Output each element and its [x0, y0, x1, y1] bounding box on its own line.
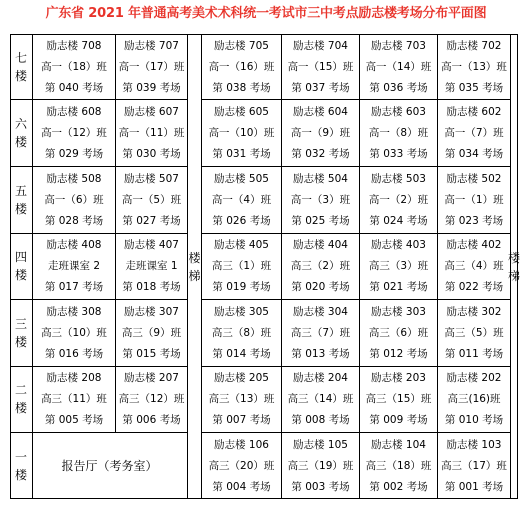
- floor-label-char: 六: [14, 116, 27, 131]
- room-cell: [438, 167, 510, 233]
- room-cell: [116, 300, 187, 366]
- stair-label-char: 梯: [188, 268, 201, 283]
- class-name: 走班课室 2: [47, 260, 101, 272]
- room-cell: [438, 35, 510, 99]
- exam-room-number: 第 031 考场: [212, 147, 271, 160]
- class-name: 高三（4）班: [444, 260, 504, 272]
- room-name: 励志楼 402: [446, 239, 502, 251]
- room-name: 励志楼 608: [46, 105, 102, 118]
- exam-room-number: 第 001 考场: [444, 480, 504, 493]
- class-name: 高三（15）班: [365, 393, 432, 405]
- page-title: 广东省 2021 年普通高考美术术科统一考试市三中考点励志楼考场分布平面图: [45, 6, 487, 21]
- floor-label: [10, 233, 32, 299]
- exam-room-number: 第 020 考场: [291, 281, 350, 293]
- class-name: 高三（9）班: [121, 326, 182, 339]
- room-cell: [282, 433, 359, 499]
- class-name: 高三（12）班: [118, 393, 185, 405]
- room-name: 励志楼 505: [214, 172, 269, 185]
- room-cell: [116, 234, 187, 299]
- exam-room-number: 第 003 考场: [291, 480, 350, 493]
- room-cell: [33, 367, 115, 432]
- class-name: 高一（9）班: [290, 126, 351, 139]
- room-name: 励志楼 303: [371, 305, 426, 318]
- room-name: 励志楼 502: [446, 172, 502, 185]
- exam-room-number: 第 033 考场: [369, 147, 428, 160]
- room-cell: [33, 35, 115, 99]
- room-cell: [116, 167, 187, 233]
- exam-room-number: 第 028 考场: [44, 214, 104, 227]
- exam-room-number: 第 027 考场: [122, 214, 181, 227]
- class-name: 高一（2）班: [368, 193, 429, 206]
- room-cell: [438, 300, 510, 366]
- exam-room-number: 第 037 考场: [291, 81, 350, 94]
- floor-label-char: 四: [14, 250, 27, 264]
- room-name: 励志楼 207: [124, 372, 179, 384]
- room-cell: [33, 100, 115, 166]
- room-cell: [116, 35, 187, 99]
- room-name: 励志楼 307: [124, 305, 179, 318]
- class-name: 高一（8）班: [368, 126, 429, 139]
- exam-room-number: 第 022 考场: [444, 281, 504, 293]
- exam-room-number: 第 009 考场: [369, 414, 428, 426]
- room-cell: [116, 367, 187, 432]
- room-name: 励志楼 105: [293, 438, 348, 451]
- exam-room-number: 第 036 考场: [369, 81, 428, 94]
- class-name: 高三（18）班: [365, 459, 432, 472]
- exam-room-number: 第 032 考场: [291, 147, 350, 160]
- exam-room-number: 第 030 考场: [122, 147, 181, 160]
- room-name: 励志楼 702: [446, 39, 502, 52]
- floor-plan-grid: [10, 34, 521, 499]
- class-name: 高一（17）班: [118, 60, 185, 73]
- room-name: 励志楼 202: [446, 372, 502, 384]
- stair-label-char: 楼: [508, 250, 521, 265]
- right-stairwell-label: [508, 34, 521, 499]
- floor-label-char: 楼: [14, 134, 27, 149]
- room-cell: [438, 433, 510, 499]
- class-name: 高一（12）班: [41, 126, 107, 139]
- report-hall-label: 报告厅（考务室）: [61, 459, 158, 473]
- exam-room-number: 第 021 考场: [369, 281, 428, 293]
- room-name: 励志楼 508: [46, 172, 102, 185]
- room-name: 励志楼 403: [371, 239, 426, 251]
- report-hall: [32, 432, 187, 499]
- exam-room-number: 第 024 考场: [369, 214, 428, 227]
- center-stairwell-label: [188, 34, 201, 499]
- room-name: 励志楼 302: [446, 305, 502, 318]
- floor-label-char: 一: [14, 449, 27, 464]
- room-cell: [202, 35, 281, 99]
- class-name: 高三（6）班: [368, 326, 429, 339]
- exam-room-number: 第 016 考场: [44, 347, 104, 360]
- class-name: 高三（7）班: [290, 326, 351, 339]
- class-name: 走班课室 1: [125, 260, 178, 272]
- room-cell: [33, 167, 115, 233]
- class-name: 高一（16）班: [208, 60, 275, 73]
- class-name: 高三（10）班: [41, 326, 107, 339]
- room-cell: [438, 234, 510, 299]
- class-name: 高三（19）班: [287, 459, 354, 472]
- class-name: 高三（17）班: [441, 459, 507, 472]
- class-name: 高三（1）班: [211, 260, 272, 272]
- exam-room-number: 第 029 考场: [44, 147, 104, 160]
- room-cell: [282, 167, 359, 233]
- exam-room-number: 第 012 考场: [369, 347, 428, 360]
- class-name: 高一（7）班: [444, 126, 504, 139]
- class-name: 高三（11）班: [41, 393, 107, 405]
- room-name: 励志楼 305: [214, 305, 269, 318]
- room-name: 励志楼 308: [46, 305, 102, 318]
- exam-room-number: 第 006 考场: [122, 414, 181, 426]
- exam-room-number: 第 004 考场: [212, 480, 271, 493]
- stair-label-char: 梯: [508, 268, 521, 283]
- exam-room-number: 第 005 考场: [44, 414, 104, 426]
- room-cell: [282, 300, 359, 366]
- room-cell: [360, 167, 437, 233]
- floor-label-char: 七: [14, 50, 27, 65]
- exam-room-number: 第 014 考场: [212, 347, 271, 360]
- room-name: 励志楼 602: [446, 105, 502, 118]
- class-name: 高一（10）班: [208, 126, 275, 139]
- floor-label: [10, 166, 32, 233]
- room-name: 励志楼 104: [371, 438, 426, 451]
- room-name: 励志楼 204: [293, 372, 348, 384]
- room-name: 励志楼 203: [371, 372, 426, 384]
- room-cell: [282, 367, 359, 432]
- floor-label-char: 楼: [14, 401, 27, 415]
- room-cell: [360, 100, 437, 166]
- room-name: 励志楼 604: [293, 105, 348, 118]
- room-cell: [360, 433, 437, 499]
- room-name: 励志楼 703: [371, 39, 426, 52]
- room-cell: [33, 300, 115, 366]
- room-cell: [202, 234, 281, 299]
- room-cell: [282, 234, 359, 299]
- floor-label-char: 楼: [14, 268, 27, 282]
- exam-room-number: 第 025 考场: [291, 214, 350, 227]
- exam-room-number: 第 013 考场: [291, 347, 350, 360]
- room-name: 励志楼 605: [214, 105, 269, 118]
- room-name: 励志楼 507: [124, 172, 179, 185]
- room-name: 励志楼 304: [293, 305, 348, 318]
- class-name: 高一（5）班: [121, 193, 182, 206]
- room-name: 励志楼 504: [293, 172, 348, 185]
- room-cell: [360, 367, 437, 432]
- room-cell: [360, 35, 437, 99]
- exam-room-number: 第 008 考场: [291, 414, 350, 426]
- room-name: 励志楼 408: [46, 239, 102, 251]
- room-cell: [202, 367, 281, 432]
- class-name: 高三(16)班: [447, 393, 501, 405]
- room-cell: [202, 300, 281, 366]
- room-name: 励志楼 705: [214, 39, 269, 52]
- class-name: 高三（5）班: [444, 326, 504, 339]
- room-cell: [438, 100, 510, 166]
- class-name: 高一（1）班: [444, 193, 504, 206]
- floor-label-char: 楼: [14, 467, 27, 482]
- exam-room-number: 第 010 考场: [444, 414, 504, 426]
- exam-room-number: 第 002 考场: [369, 480, 428, 493]
- room-name: 励志楼 704: [293, 39, 348, 52]
- class-name: 高三（13）班: [208, 393, 275, 405]
- room-name: 励志楼 603: [371, 105, 426, 118]
- room-name: 励志楼 707: [124, 39, 179, 52]
- exam-room-number: 第 026 考场: [212, 214, 271, 227]
- class-name: 高一（4）班: [211, 193, 272, 206]
- exam-room-number: 第 018 考场: [122, 281, 181, 293]
- exam-room-number: 第 034 考场: [444, 147, 504, 160]
- floor-label-char: 楼: [14, 68, 27, 83]
- class-name: 高一（15）班: [287, 60, 354, 73]
- floor-label: [10, 299, 32, 366]
- exam-room-number: 第 011 考场: [444, 347, 504, 360]
- class-name: 高一（14）班: [365, 60, 432, 73]
- class-name: 高一（3）班: [290, 193, 351, 206]
- exam-room-number: 第 023 考场: [444, 214, 504, 227]
- class-name: 高三（8）班: [211, 326, 272, 339]
- room-cell: [282, 35, 359, 99]
- class-name: 高一（6）班: [44, 193, 104, 206]
- floor-label: [10, 366, 32, 432]
- room-name: 励志楼 103: [446, 438, 502, 451]
- room-cell: [202, 100, 281, 166]
- room-name: 励志楼 106: [214, 438, 269, 451]
- floor-label-char: 二: [14, 383, 27, 397]
- room-cell: [202, 433, 281, 499]
- class-name: 高一（11）班: [118, 126, 185, 139]
- room-name: 励志楼 407: [124, 239, 179, 251]
- exam-room-number: 第 019 考场: [212, 281, 271, 293]
- class-name: 高三（2）班: [290, 260, 351, 272]
- exam-room-number: 第 017 考场: [44, 281, 104, 293]
- room-cell: [360, 234, 437, 299]
- room-name: 励志楼 208: [46, 372, 102, 384]
- floor-label-char: 楼: [14, 201, 27, 216]
- exam-room-number: 第 015 考场: [122, 347, 181, 360]
- room-name: 励志楼 708: [46, 39, 102, 52]
- class-name: 高一（13）班: [441, 60, 507, 73]
- room-cell: [360, 300, 437, 366]
- floor-label-char: 楼: [14, 334, 27, 349]
- exam-room-number: 第 038 考场: [212, 81, 271, 94]
- room-cell: [116, 100, 187, 166]
- room-cell: [438, 367, 510, 432]
- class-name: 高一（18）班: [41, 60, 107, 73]
- exam-room-number: 第 007 考场: [212, 414, 271, 426]
- exam-room-number: 第 039 考场: [122, 81, 181, 94]
- room-name: 励志楼 503: [371, 172, 426, 185]
- floor-label-char: 五: [14, 183, 27, 198]
- floor-label: [10, 432, 32, 499]
- floor-label: [10, 34, 32, 99]
- floor-label-char: 三: [14, 316, 27, 331]
- class-name: 高三（20）班: [208, 459, 275, 472]
- stair-label-char: 楼: [188, 250, 201, 265]
- room-cell: [282, 100, 359, 166]
- room-name: 励志楼 405: [214, 239, 269, 251]
- class-name: 高三（3）班: [368, 260, 429, 272]
- class-name: 高三（14）班: [287, 393, 354, 405]
- room-name: 励志楼 205: [214, 372, 269, 384]
- room-name: 励志楼 404: [293, 239, 348, 251]
- room-name: 励志楼 607: [124, 105, 179, 118]
- exam-room-number: 第 040 考场: [44, 81, 104, 94]
- floor-label: [10, 99, 32, 166]
- room-cell: [33, 234, 115, 299]
- room-cell: [202, 167, 281, 233]
- exam-room-number: 第 035 考场: [444, 81, 504, 94]
